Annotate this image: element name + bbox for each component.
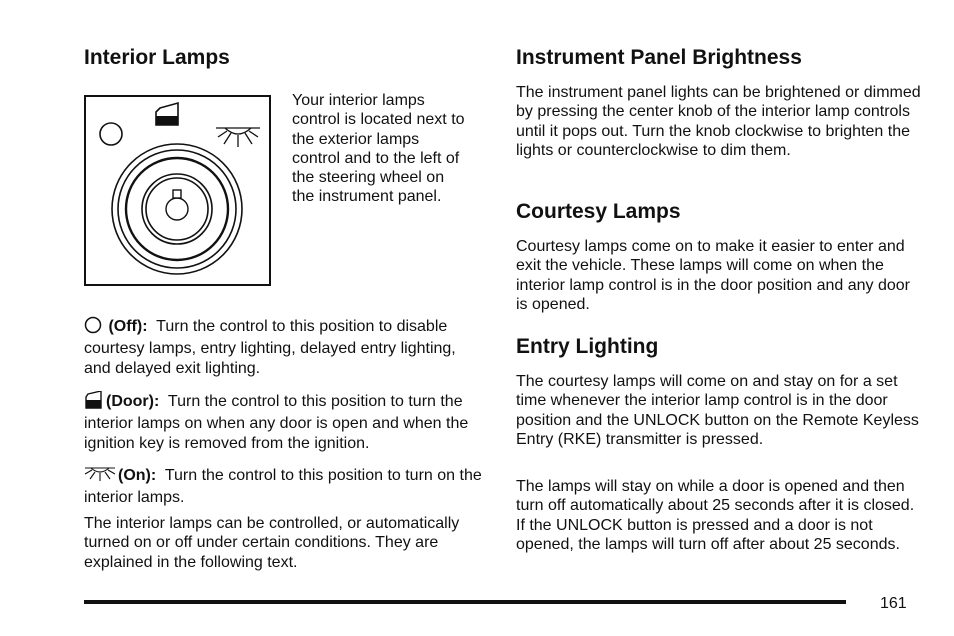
page-number: 161 — [880, 595, 907, 612]
entry-paragraph-1: The courtesy lamps will come on and stay on for a set time whenever the interior lamp control is in the door position and the UNLOCK button on the Remote Keyless Entry (RKE) transmitter is pressed. — [516, 373, 919, 448]
interior-lamp-control-illustration — [84, 95, 271, 286]
intro-line: the instrument panel. — [292, 188, 442, 206]
control-dial-figure — [84, 95, 271, 286]
off-text: Turn the control to this position to disable courtesy lamps, entry lighting, delayed entry lighting, and delayed exit lighting. — [84, 318, 456, 377]
intro-text-block — [292, 91, 492, 207]
on-text: Turn the control to this position to turn on the interior lamps. — [84, 467, 482, 507]
intro-line: the steering wheel on — [292, 169, 445, 187]
on-description — [84, 465, 484, 508]
footer-rule — [84, 600, 846, 604]
dome-lamp-icon — [84, 465, 116, 488]
closing-paragraph: The interior lamps can be controlled, or automatically turned on or off under certain conditions. They are explained in the following text. — [84, 515, 460, 571]
intro-line: control is located next to — [292, 111, 465, 129]
on-label: (On): — [118, 467, 157, 484]
section-heading-entry-lighting: Entry Lighting — [516, 335, 659, 358]
intro-line: the exterior lamps — [292, 130, 420, 148]
door-icon — [84, 391, 104, 414]
brightness-paragraph: The instrument panel lights can be brightened or dimmed by pressing the center knob of the interior lamp controls until it pops out. Turn the knob clockwise to brighten the lights or counterclockwise to dim them. — [516, 84, 921, 159]
section-heading-interior-lamps: Interior Lamps — [84, 46, 230, 69]
door-label: (Door): — [106, 393, 160, 410]
circle-off-icon — [84, 316, 102, 339]
section-heading-courtesy-lamps: Courtesy Lamps — [516, 200, 681, 223]
courtesy-paragraph: Courtesy lamps come on to make it easier to enter and exit the vehicle. These lamps will come on when the interior lamp control is in the door position and any door is opened. — [516, 238, 910, 313]
off-label: (Off): — [108, 318, 148, 335]
intro-line: control and to the left of — [292, 149, 460, 167]
intro-line: Your interior lamps — [292, 92, 425, 109]
section-heading-instrument-panel-brightness: Instrument Panel Brightness — [516, 46, 802, 69]
door-text: Turn the control to this position to turn the interior lamps on when any door is open and when the ignition key is removed from the ignition. — [84, 393, 469, 452]
door-description — [84, 391, 484, 453]
off-description — [84, 316, 484, 378]
entry-paragraph-2: The lamps will stay on while a door is opened and then turn off automatically about 25 seconds after it is closed. If the UNLOCK button is pressed and a door is not opened, the lamps will turn off after about 25 seconds. — [516, 478, 915, 553]
